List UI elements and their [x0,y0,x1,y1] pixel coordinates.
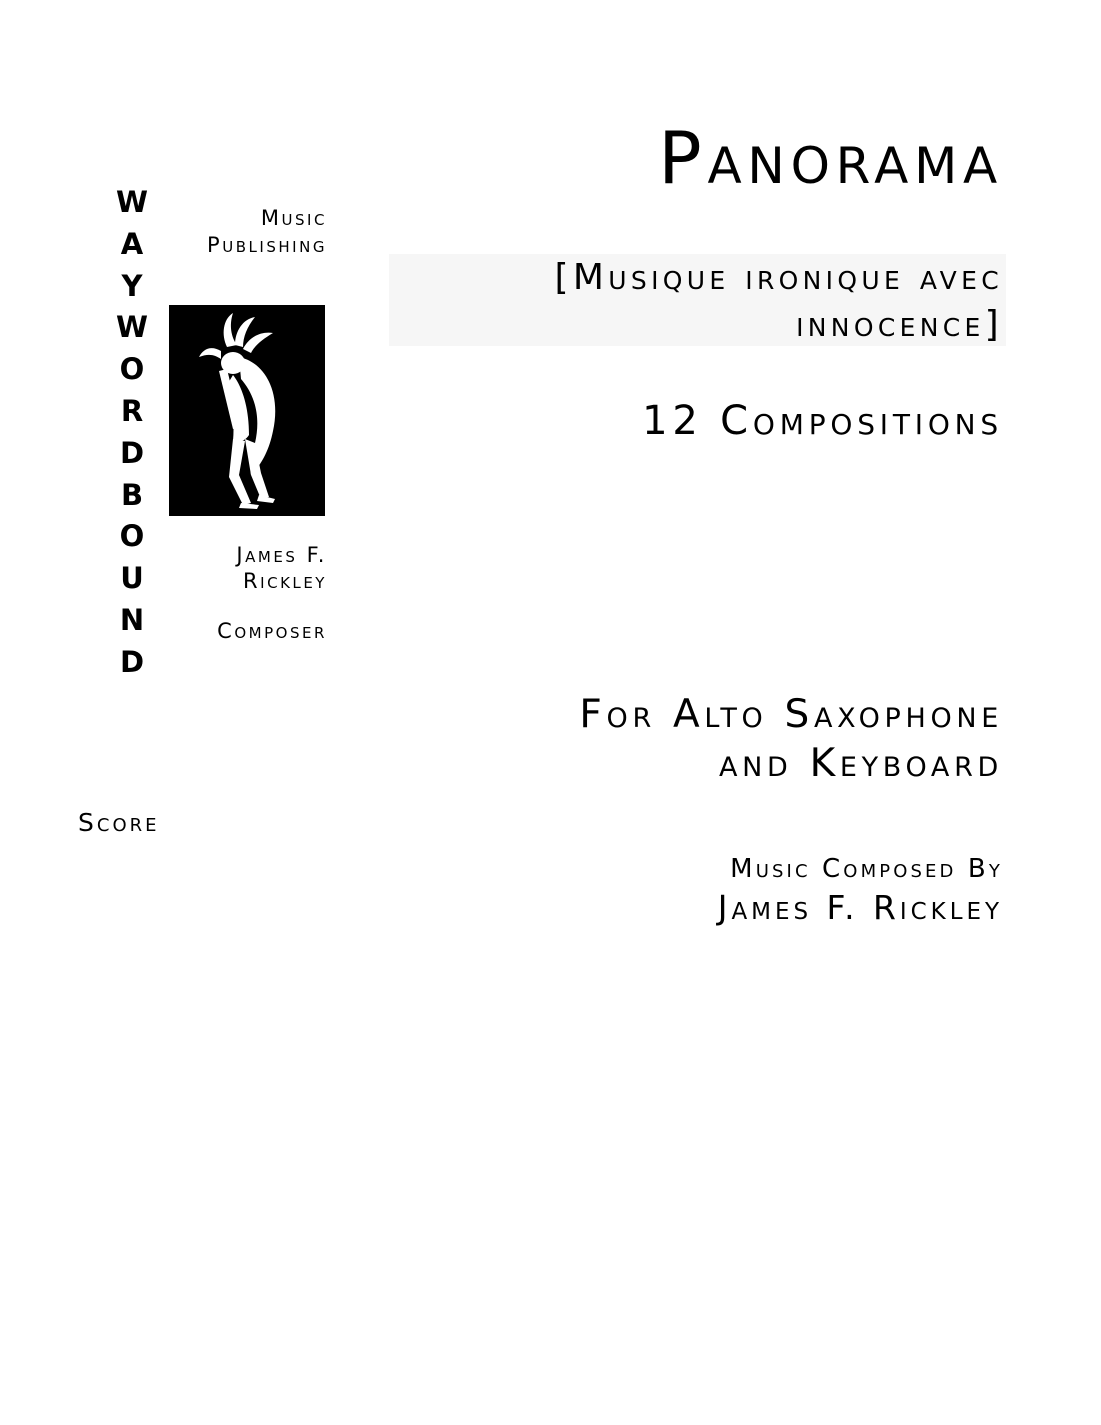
compositions-count: 12 Compositions [642,398,1003,444]
brand-letter: D [119,435,145,470]
score-label: Score [78,808,160,837]
kokopelli-flute-player-icon [169,305,325,516]
side-composer-name [236,542,327,594]
page-title: Panorama [658,116,1003,200]
subtitle-line-1: [Musique ironique avec [554,257,1003,298]
brand-letter: A [120,226,144,261]
brand-letter: O [119,519,145,554]
side-composer-role: Composer [217,619,327,643]
brand-letter: Y [121,268,143,303]
kokopelli-logo [169,305,325,516]
instrumentation-line-1: For Alto Saxophone [579,692,1003,737]
subtitle [393,254,1003,348]
brand-letter: R [120,393,144,428]
brand-letter: W [116,310,148,345]
publisher-label [207,205,327,259]
brand-letter: N [119,602,145,637]
vertical-brand-name [112,182,152,684]
subtitle-line-2: innocence] [796,304,1003,345]
side-composer-line-2: Rickley [243,569,327,593]
instrumentation-line-2: and Keyboard [719,741,1003,786]
brand-letter: W [116,185,148,219]
brand-letter: U [120,561,144,596]
brand-letter: B [120,477,144,512]
instrumentation [579,690,1003,788]
composer-credit-label: Music Composed By [730,854,1003,884]
publisher-line-1: Music [260,206,327,230]
brand-letter: D [119,644,145,679]
publisher-line-2: Publishing [207,233,327,257]
brand-letter: O [119,352,145,387]
composer-credit-name: James F. Rickley [717,888,1003,927]
side-composer-line-1: James F. [236,543,327,567]
